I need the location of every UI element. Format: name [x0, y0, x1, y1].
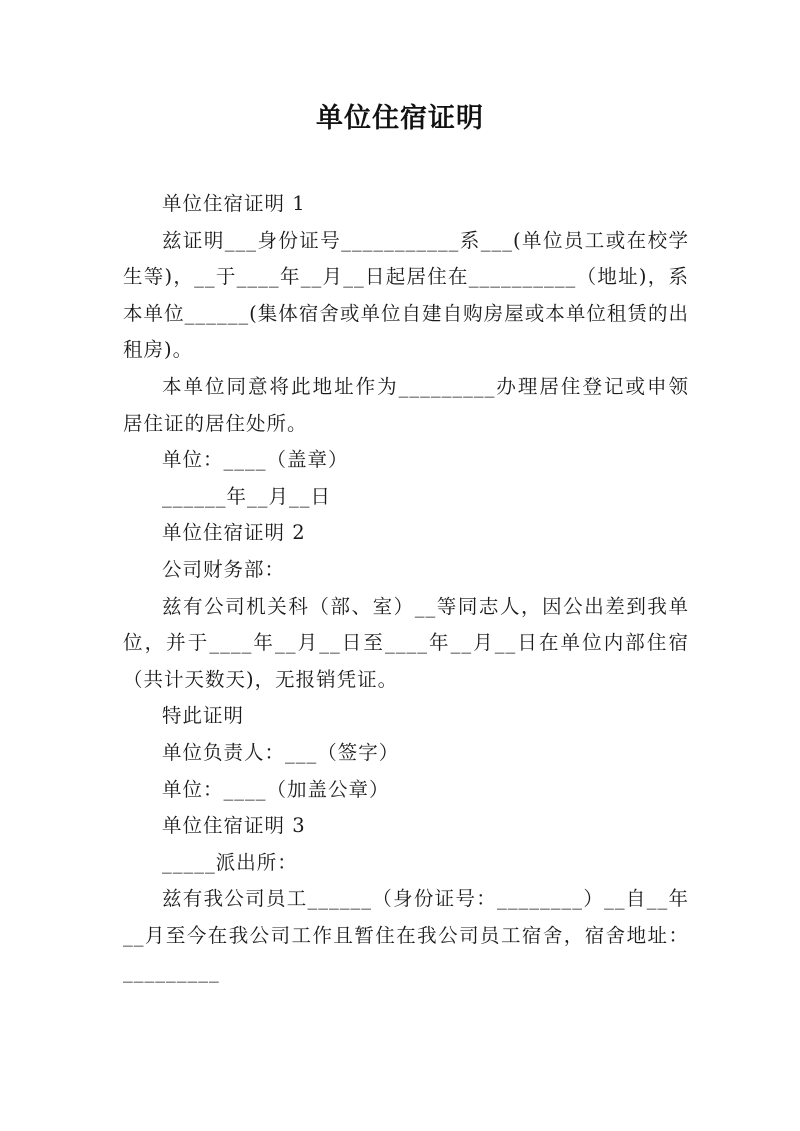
unit-official-seal-line: 单位：____（加盖公章） [162, 777, 390, 801]
section-heading-1: 单位住宿证明 1 [162, 192, 306, 215]
paragraph-business-trip: 兹有公司机关科（部、室）__等同志人，因公出差到我单位，并于____年__月__日至____年__月__日在单位内部住宿（共计天数天)，无报销凭证。 [123, 594, 689, 691]
document-body [123, 186, 689, 991]
addressee-finance: 公司财务部： [162, 557, 286, 581]
date-line: ______年__月__日 [162, 484, 332, 508]
addressee-police-station: _____派出所： [162, 850, 298, 874]
unit-seal-line: 单位：____（盖章） [162, 448, 349, 472]
unit-head-signature-line: 单位负责人：___（签字） [162, 740, 400, 764]
document-title: 单位住宿证明 [316, 103, 484, 134]
paragraph-certify-residence: 兹证明___身份证号___________系___(单位员工或在校学生等)，__于____年__月__日起居住在__________（地址)，系本单位______(集体宿舍或单位自建自购房屋或本单位租赁的出租房)。 [123, 228, 689, 362]
hereby-certify: 特此证明 [162, 704, 245, 728]
section-heading-3: 单位住宿证明 3 [162, 814, 306, 838]
paragraph-agree-address: 本单位同意将此地址作为_________办理居住登记或申领居住证的居住处所。 [123, 374, 689, 435]
paragraph-employee-dorm: 兹有我公司员工______（身份证号：________）__自__年__月至今在我公司工作且暂住在我公司员工宿舍，宿舍地址：_________ [123, 887, 689, 984]
section-heading-2: 单位住宿证明 2 [162, 521, 306, 545]
